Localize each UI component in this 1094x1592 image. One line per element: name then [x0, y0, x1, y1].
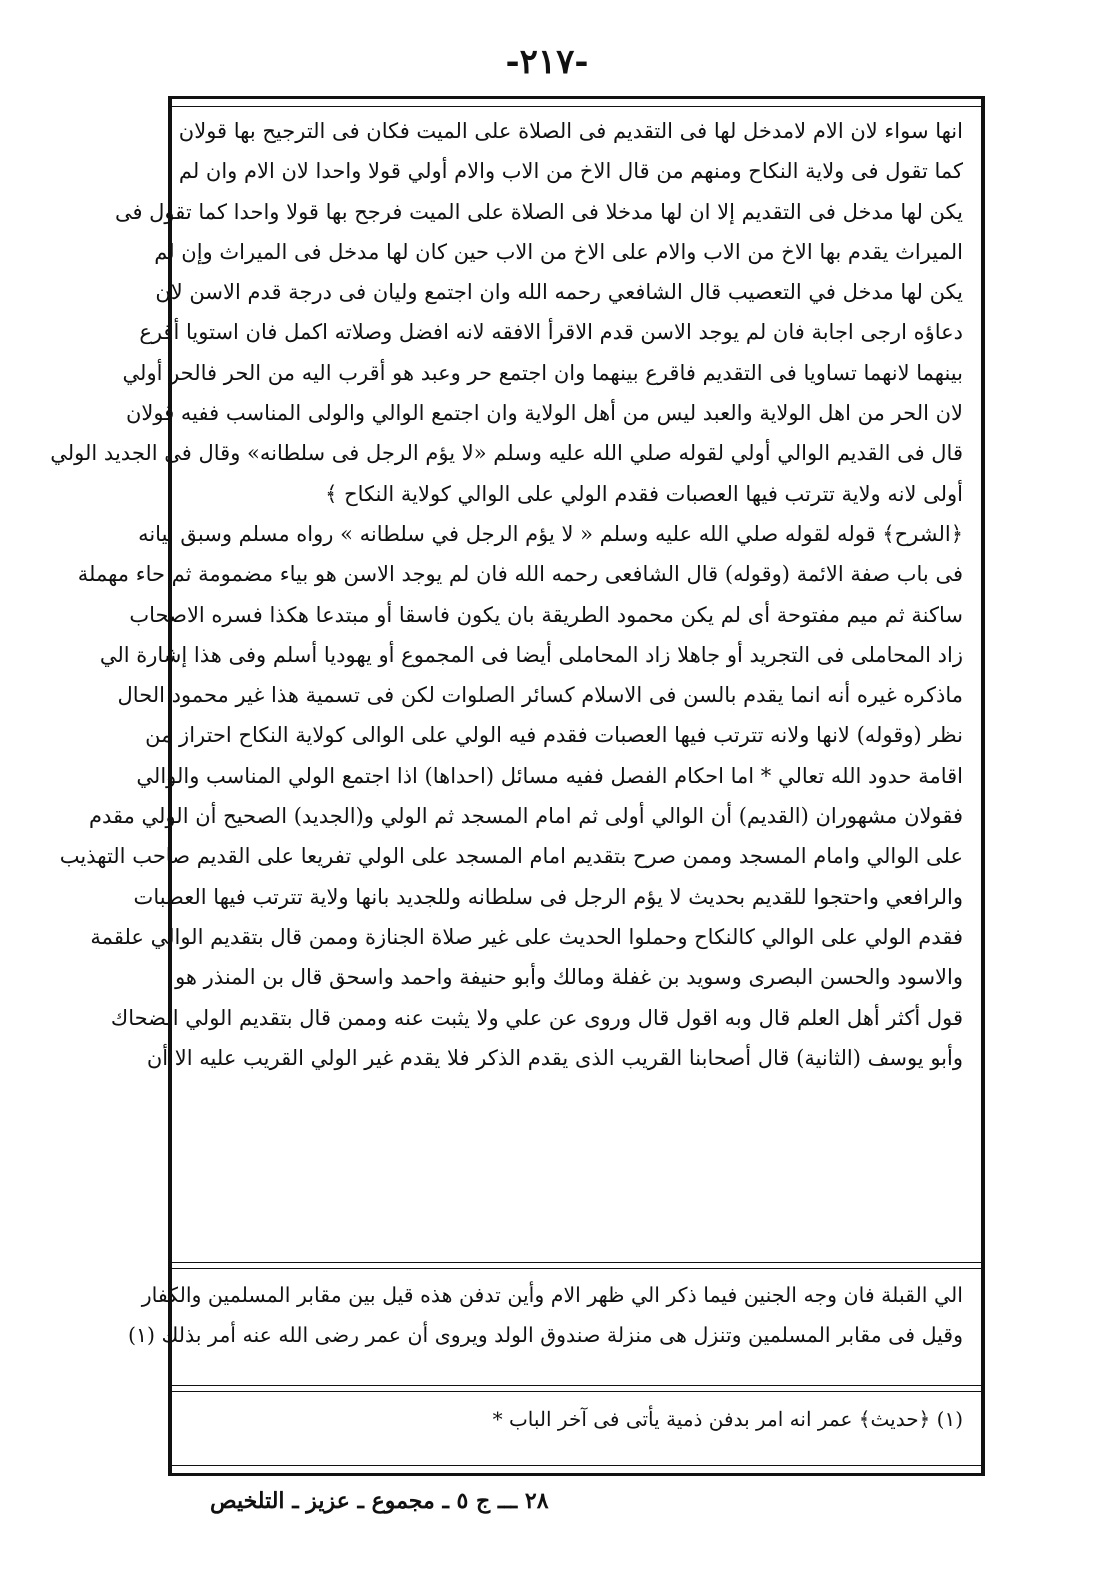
reference-note: (١) ﴿حديث﴾ عمر انه امر بدفن ذمية يأتى فى آخر الباب * [492, 1407, 963, 1431]
text-line: والاسود والحسن البصرى وسويد بن غفلة ومالك وأبو حنيفة واحمد واسحق قال بن المنذر هو [175, 965, 963, 990]
reference-separator-rule [172, 1385, 981, 1392]
text-line: لان الحر من اهل الولاية والعبد ليس من أهل الولاية وان اجتمع الوالي والولى المناسب ففيه قولان [125, 401, 963, 426]
text-line: ﴿الشرح﴾ قوله لقوله صلي الله عليه وسلم « لا يؤم الرجل في سلطانه » رواه مسلم وسبق بيانه [138, 521, 963, 546]
frame-inner-top-rule [172, 106, 981, 107]
main-text [50, 111, 963, 1078]
text-line: فقدم الولي على الوالي كالنكاح وحملوا الحديث على غير صلاة الجنازة وممن قال بتقديم الوالي علقمة [90, 924, 963, 949]
text-frame [50, 96, 985, 1476]
text-line: انها سواء لان الام لامدخل لها فى التقديم فى الصلاة على الميت فكان فى الترجيح بها قولان [178, 119, 963, 143]
text-line: يكن لها مدخل فى التقديم إلا ان لها مدخلا فى الصلاة على الميت فرجح بها قولا واحدا كما تقول فى [114, 199, 963, 224]
footnote-line: وقيل فى مقابر المسلمين وتنزل هى منزلة صندوق الولد ويروى أن عمر رضى الله عنه أمر بذلك (١) [127, 1323, 963, 1347]
text-line: اقامة حدود الله تعالي * اما احكام الفصل ففيه مسائل (احداها) اذا اجتمع الولي المناسب والوالي [136, 763, 963, 788]
text-line: ساكنة ثم ميم مفتوحة أى لم يكن محمود الطريقة بان يكون فاسقا أو مبتدعا هكذا فسره الاصحاب [129, 602, 963, 627]
text-line: أولى لانه ولاية تترتب فيها العصبات فقدم الولي على الوالي كولاية النكاح ﴾ [325, 481, 963, 506]
text-line: وأبو يوسف (الثانية) قال أصحابنا القريب الذى يقدم الذكر فلا يقدم غير الولي القريب عليه الا أن [146, 1045, 963, 1070]
frame-inner-bottom-rule [172, 1465, 981, 1466]
text-line: على الوالي وامام المسجد وممن صرح بتقديم امام المسجد على الولي تفريعا على القديم صاحب التهذيب [59, 844, 963, 869]
text-line: فقولان مشهوران (القديم) أن الوالي أولى ثم امام المسجد ثم الولي و(الجديد) الصحيح أن الولي مقدم [88, 804, 963, 829]
footnote-line: الي القبلة فان وجه الجنين فيما ذكر الي ظهر الام وأين تدفن هذه قيل بين مقابر المسلمين والكفار [141, 1283, 963, 1307]
text-line: بينهما لانهما تساويا فى التقديم فاقرع بينهما وان اجتمع حر وعبد هو أقرب اليه من الحر فالحر أولي [122, 360, 963, 385]
text-line: قال فى القديم الوالي أولي لقوله صلي الله عليه وسلم «لا يؤم الرجل فى سلطانه» وقال فى الجديد الولي [50, 441, 963, 466]
book-signature: ٢٨ ـــ ج ٥ ـ مجموع ـ عزيز ـ التلخيص [210, 1488, 549, 1514]
text-line: والرافعي واحتجوا للقديم بحديث لا يؤم الرجل فى سلطانه وللجديد بانها ولاية تترتب فيها العصبات [133, 884, 963, 909]
text-line: دعاؤه ارجى اجابة فان لم يوجد الاسن قدم الاقرأ الافقه لانه افضل وصلاته اكمل فان استويا أقرع [139, 320, 963, 345]
page-number: -٢١٧- [505, 42, 589, 82]
text-line: قول أكثر أهل العلم قال وبه اقول قال وروى عن علي ولا يثبت عنه وممن قال بتقديم الولي الضحاك [110, 1005, 963, 1030]
footnote-separator-rule [172, 1262, 981, 1269]
text-line: يكن لها مدخل في التعصيب قال الشافعي رحمه الله وان اجتمع وليان فى درجة قدم الاسن لان [155, 280, 963, 305]
text-line: كما تقول فى ولاية النكاح ومنهم من قال الاخ من الاب والام أولي قولا واحدا لان الام وان لم [178, 159, 963, 184]
footnote-text [127, 1275, 963, 1355]
text-line: الميراث يقدم بها الاخ من الاب والام على الاخ من الاب حين كان لها مدخل فى الميراث وإن لم [154, 239, 963, 264]
text-line: نظر (وقوله) لانها ولانه تترتب فيها العصبات فقدم فيه الولي على الوالى كولاية النكاح احتراز من [145, 723, 963, 748]
text-line: فى باب صفة الائمة (وقوله) قال الشافعى رحمه الله فان لم يوجد الاسن هو بياء مضمومة ثم حاء مهملة [77, 562, 963, 587]
text-line: ماذكره غيره أنه انما يقدم بالسن فى الاسلام كسائر الصلوات لكن فى تسمية هذا غير محمود الحال [117, 683, 963, 708]
text-line: زاد المحاملى فى التجريد أو جاهلا زاد المحاملى أيضا فى المجموع أو يهوديا أسلم وفى هذا إشارة الي [99, 642, 963, 667]
